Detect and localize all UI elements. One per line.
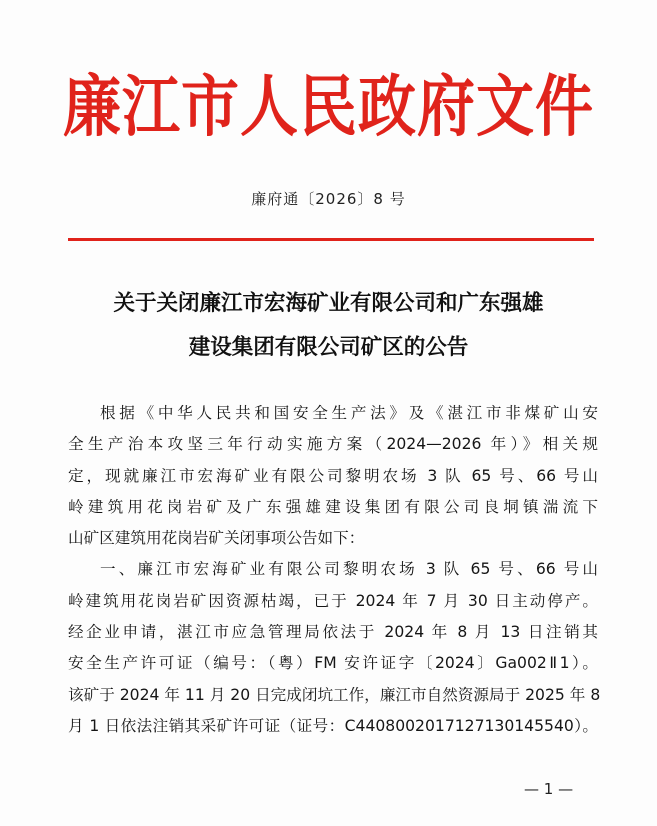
red-separator-line — [68, 238, 594, 241]
body-line: 该矿于 2024 年 11 月 20 日完成闭坑工作，廉江市自然资源局于 2025 年 8 — [68, 685, 601, 704]
title-line: 建设集团有限公司矿区的公告 — [188, 335, 469, 360]
body-line: 岭建筑用花岗岩矿因资源枯竭，已于 2024 年 7 月 30 日主动停产。 — [68, 591, 598, 610]
document-title — [0, 282, 657, 370]
page-number: — 1 — — [524, 780, 574, 798]
body-line: 月 1 日依法注销其采矿许可证（证号：C4408002017127130145540）。 — [68, 716, 598, 735]
body-line: 岭建筑用花岗岩矿及广东强雄建设集团有限公司良垌镇湍流下 — [68, 497, 598, 516]
body-line: 经企业申请，湛江市应急管理局依法于 2024 年 8 月 13 日注销其 — [68, 623, 598, 642]
body-line: 全生产治本攻坚三年行动实施方案（2024—2026 年）》相关规 — [68, 435, 598, 454]
title-line: 关于关闭廉江市宏海矿业有限公司和广东强雄 — [113, 291, 544, 316]
document-body — [68, 398, 601, 742]
body-line: 定，现就廉江市宏海矿业有限公司黎明农场 3 队 65 号、66 号山 — [68, 466, 598, 485]
document-number: 廉府通〔2026〕8 号 — [251, 190, 406, 208]
body-line: 根据《中华人民共和国安全生产法》及《湛江市非煤矿山安 — [100, 404, 598, 422]
body-line: 山矿区建筑用花岗岩矿关闭事项公告如下： — [68, 529, 365, 548]
body-line: 一、廉江市宏海矿业有限公司黎明农场 3 队 65 号、66 号山 — [100, 560, 598, 579]
body-line: 安全生产许可证（编号：（粤）FM 安许证字〔2024〕Ga002Ⅱ1）。 — [68, 654, 598, 673]
masthead-title: 廉江市人民政府文件 — [62, 67, 594, 146]
